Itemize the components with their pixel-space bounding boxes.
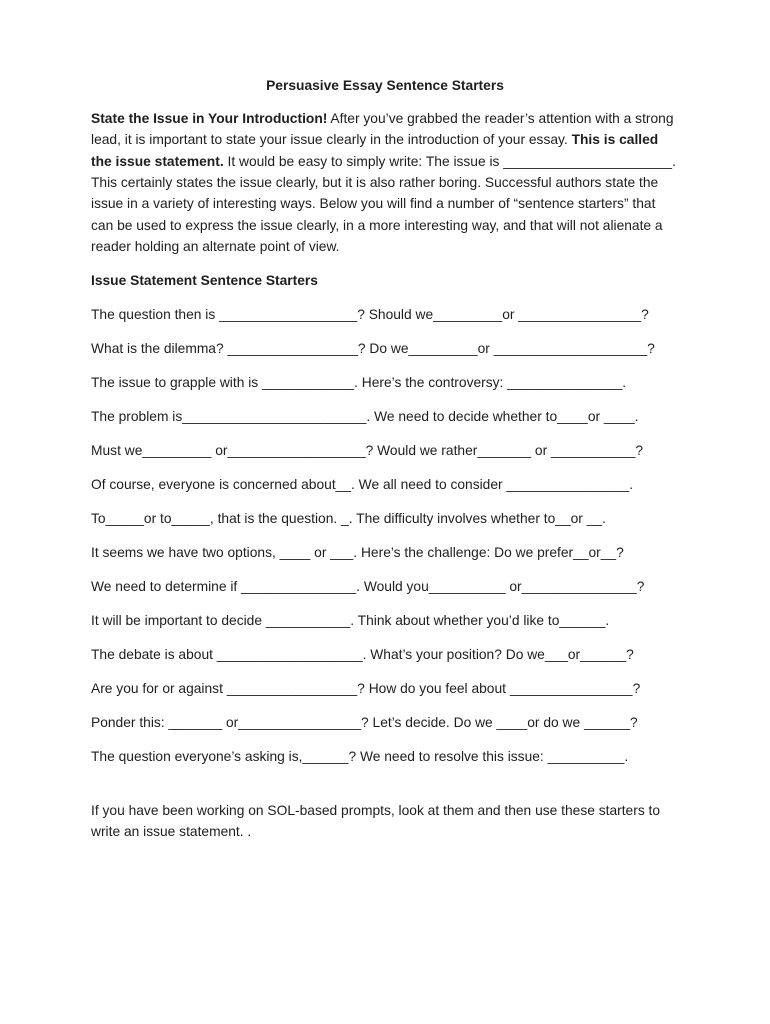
sentence-starter: It will be important to decide ___________. Think about whether you’d like to______. xyxy=(91,613,610,628)
sentence-starters-list xyxy=(91,298,691,774)
sentence-starter: Ponder this: _______ or________________? Let’s decide. Do we ____or do we ______? xyxy=(91,715,638,730)
intro-lead-bold: State the Issue in Your Introduction! xyxy=(91,111,328,126)
intro-line-text: After you’ve grabbed the reader’s attention with a strong xyxy=(327,111,674,126)
intro-line-text: reader holding an alternate point of view. xyxy=(91,238,340,254)
closing-line: If you have been working on SOL-based prompts, look at them and then use these starters to xyxy=(91,803,661,818)
sentence-starter: Must we_________ or__________________? Would we rather_______ or ___________? xyxy=(91,443,644,458)
intro-line-text: lead, it is important to state your issue clearly in the introduction of your essay. xyxy=(91,132,572,148)
sentence-starter: The debate is about ___________________. What’s your position? Do we___or______? xyxy=(91,647,634,662)
intro-line xyxy=(91,129,691,150)
sentence-starter: We need to determine if _______________. Would you__________ or_______________? xyxy=(91,579,645,594)
intro-line xyxy=(91,172,691,193)
intro-emphasis-bold: This is called xyxy=(571,132,659,148)
sentence-starter: Of course, everyone is concerned about__. We all need to consider ________________. xyxy=(91,477,634,492)
intro-line xyxy=(91,108,691,129)
sentence-starter: It seems we have two options, ____ or ___. Here’s the challenge: Do we prefer__or__? xyxy=(91,545,624,560)
intro-line-text: issue in a variety of interesting ways. Below you will find a number of “sentence starters” that xyxy=(91,196,656,212)
sentence-starter: What is the dilemma? _________________? Do we_________or ____________________? xyxy=(91,341,655,356)
intro-line xyxy=(91,236,691,257)
sentence-starter: The problem is________________________. We need to decide whether to____or ____. xyxy=(91,409,639,424)
intro-line xyxy=(91,215,691,236)
section-heading: Issue Statement Sentence Starters xyxy=(91,273,318,288)
intro-line-text: can be used to express the issue clearly, in a more interesting way, and that will not alienate a xyxy=(91,217,663,233)
intro-emphasis-bold: the issue statement. xyxy=(91,153,224,169)
intro-paragraph xyxy=(91,108,691,257)
intro-line-text: It would be easy to simply write: The issue is ______________________. xyxy=(223,153,676,169)
sentence-starter: To_____or to_____, that is the question. _. The difficulty involves whether to__or __. xyxy=(91,511,606,526)
sentence-starter: The question then is __________________? Should we_________or ________________? xyxy=(91,307,649,322)
document-title: Persuasive Essay Sentence Starters xyxy=(266,78,504,93)
intro-line xyxy=(91,193,691,214)
closing-paragraph xyxy=(91,800,691,843)
sentence-starter: The issue to grapple with is ____________. Here’s the controversy: _______________. xyxy=(91,375,627,390)
intro-line xyxy=(91,151,691,172)
sentence-starter: The question everyone’s asking is,______? We need to resolve this issue: __________. xyxy=(91,749,629,764)
intro-line-text: This certainly states the issue clearly, but it is also rather boring. Successful authors state the xyxy=(91,174,659,190)
closing-line: write an issue statement. . xyxy=(91,824,252,840)
sentence-starter: Are you for or against _________________? How do you feel about ________________? xyxy=(91,681,641,696)
